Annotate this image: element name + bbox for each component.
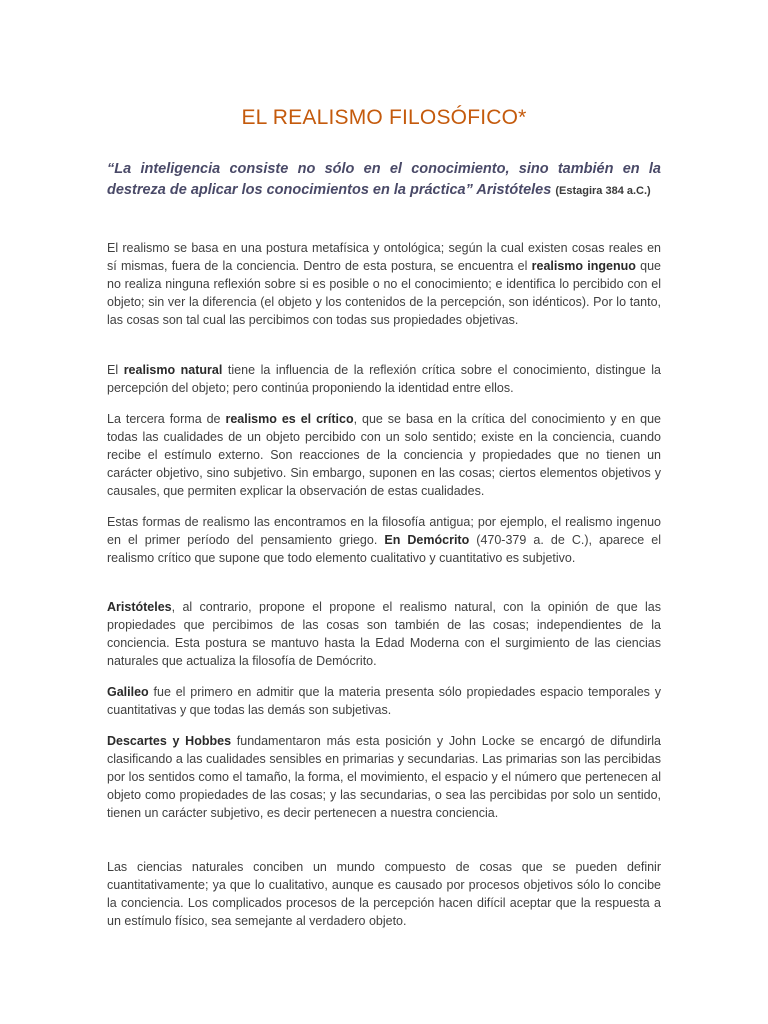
paragraph-descartes-hobbes [107, 732, 661, 822]
paragraph-realismo [107, 239, 661, 329]
bold-term: realismo es el crítico [225, 412, 354, 426]
text-run: Las ciencias naturales conciben un mundo compuesto de cosas que se pueden definir cuantitativamente; ya que lo cualitativo, aunque es causado por procesos objetivos sólo lo concibe la conciencia. Los complicados procesos de la percepción hacen difícil aceptar que la respuesta a un estímulo físico, sea semejante al verdadero objeto. [107, 860, 661, 928]
bold-term: Descartes y Hobbes [107, 734, 232, 748]
text-run: , al contrario, propone el propone el realismo natural, con la opinión de que las propiedades que percibimos de las cosas son también de las cosas; independientes de la conciencia. Esta postura se mantuvo hasta la Edad Moderna con el surgimiento de las ciencias naturales que actualiza la filosofía de Demócrito. [107, 600, 661, 668]
bold-term: Aristóteles [107, 600, 172, 614]
bold-term: realismo ingenuo [531, 259, 636, 273]
epigraph-quote [107, 159, 661, 202]
text-run: fundamentaron más esta posición y John Locke se encargó de difundirla clasificando a las cualidades sensibles en primarias y secundarias. Las primarias son las percibidas por los sentidos como el tamaño, la forma, el movimiento, el espacio y el número que pertenecen al objeto como propiedades de las cosas; y las secundarias, o sea las percibidas por solo un sentido, tienen un carácter subjetivo, es decir pertenecen a nuestra conciencia. [107, 734, 661, 820]
paragraph-realismo-natural [107, 361, 661, 397]
text-run: fue el primero en admitir que la materia presenta sólo propiedades espacio temporales y cuantitativas y que todas las demás son subjetivas. [107, 685, 661, 717]
quote-source: (Estagira 384 a.C.) [555, 185, 651, 197]
paragraph-filosofia-antigua [107, 513, 661, 567]
text-run: Estas formas de realismo las encontramos en la filosofía antigua; por ejemplo, el realismo ingenuo en el primer período del pensamiento griego. [107, 515, 661, 547]
quote-text: “La inteligencia consiste no sólo en el conocimiento, sino también en la destreza de aplicar los conocimientos en la práctica” Aristóteles [107, 161, 661, 198]
text-run: El realismo se basa en una postura metafísica y ontológica; según la cual existen cosas reales en sí mismas, fuera de la conciencia. Dentro de esta postura, se encuentra el [107, 241, 661, 273]
paragraph-realismo-critico [107, 410, 661, 500]
paragraph-aristoteles [107, 598, 661, 670]
bold-term: Galileo [107, 685, 149, 699]
paragraph-ciencias-naturales [107, 858, 661, 930]
text-run: La tercera forma de [107, 412, 226, 426]
page-title: EL REALISMO FILOSÓFICO* [241, 106, 527, 129]
text-run: (470-379 a. de C.), aparece el realismo crítico que supone que todo elemento cualitativo y cuantitativo es subjetivo. [107, 533, 661, 565]
paragraph-galileo [107, 683, 661, 719]
bold-term: En Demócrito [384, 533, 470, 547]
text-run: , que se basa en la crítica del conocimiento y en que todas las cualidades de un objeto percibido con un solo sentido; existe en la conciencia, cuando recibe el estímulo externo. Son reacciones de la conciencia y propiedades que no tienen un carácter objetivo, sino subjetivo. Sin embargo, suponen en las cosas; ciertos elementos objetivos y causales, que permiten explicar la observación de estas cualidades. [107, 412, 661, 498]
bold-term: realismo natural [123, 363, 223, 377]
text-run: tiene la influencia de la reflexión crítica sobre el conocimiento, distingue la percepción del objeto; pero continúa proponiendo la identidad entre ellos. [107, 363, 661, 395]
text-run: El [107, 363, 124, 377]
text-run: que no realiza ninguna reflexión sobre si es posible o no el conocimiento; e identifica lo percibido con el objeto; sin ver la diferencia (el objeto y los contenidos de la percepción, son idénticos). Por lo tanto, las cosas son tal cual las percibimos con todas sus propiedades objetivas. [107, 259, 661, 327]
